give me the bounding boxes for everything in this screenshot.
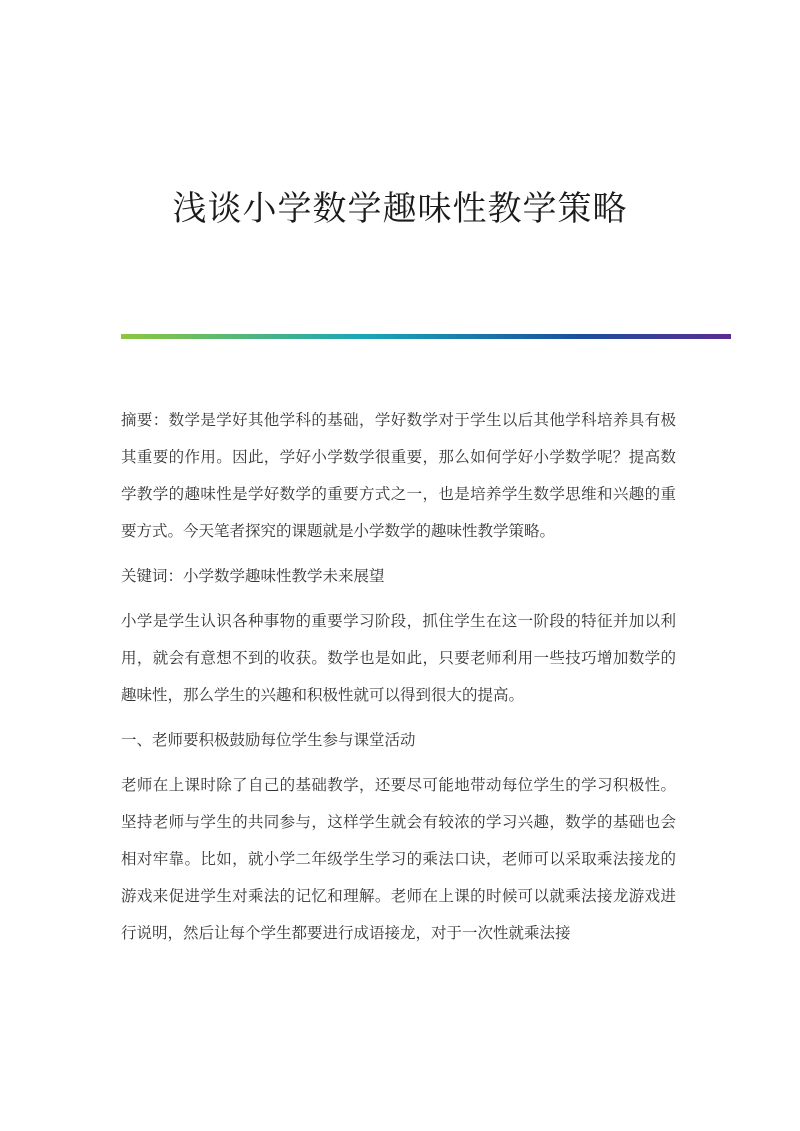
abstract-paragraph: 摘要：数学是学好其他学科的基础，学好数学对于学生以后其他学科培养具有极其重要的作用。因此，学好小学数学很重要，那么如何学好小学数学呢？提高数学教学的趣味性是学好数学的重要方式之一，也是培养学生数学思维和兴趣的重要方式。今天笔者探究的课题就是小学数学的趣味性教学策略。 — [121, 411, 676, 540]
keywords-paragraph: 关键词：小学数学趣味性教学未来展望 — [121, 567, 385, 585]
section-heading-1: 一、老师要积极鼓励每位学生参与课堂活动 — [121, 731, 416, 749]
document-body — [121, 402, 676, 960]
document-title: 浅谈小学数学趣味性教学策略 — [172, 189, 628, 229]
section-1-paragraph: 老师在上课时除了自己的基础教学，还要尽可能地带动每位学生的学习积极性。坚持老师与学生的共同参与，这样学生就会有较浓的学习兴趣，数学的基础也会相对牢靠。比如，就小学二年级学生学习的乘法口诀，老师可以采取乘法接龙的游戏来促进学生对乘法的记忆和理解。老师在上课的时候可以就乘法接龙游戏进行说明，然后让每个学生都要进行成语接龙，对于一次性就乘法接 — [121, 776, 676, 942]
title-divider-bar — [121, 334, 731, 339]
intro-paragraph: 小学是学生认识各种事物的重要学习阶段，抓住学生在这一阶段的特征并加以利用，就会有意想不到的收获。数学也是如此，只要老师利用一些技巧增加数学的趣味性，那么学生的兴趣和积极性就可以得到很大的提高。 — [121, 612, 676, 704]
